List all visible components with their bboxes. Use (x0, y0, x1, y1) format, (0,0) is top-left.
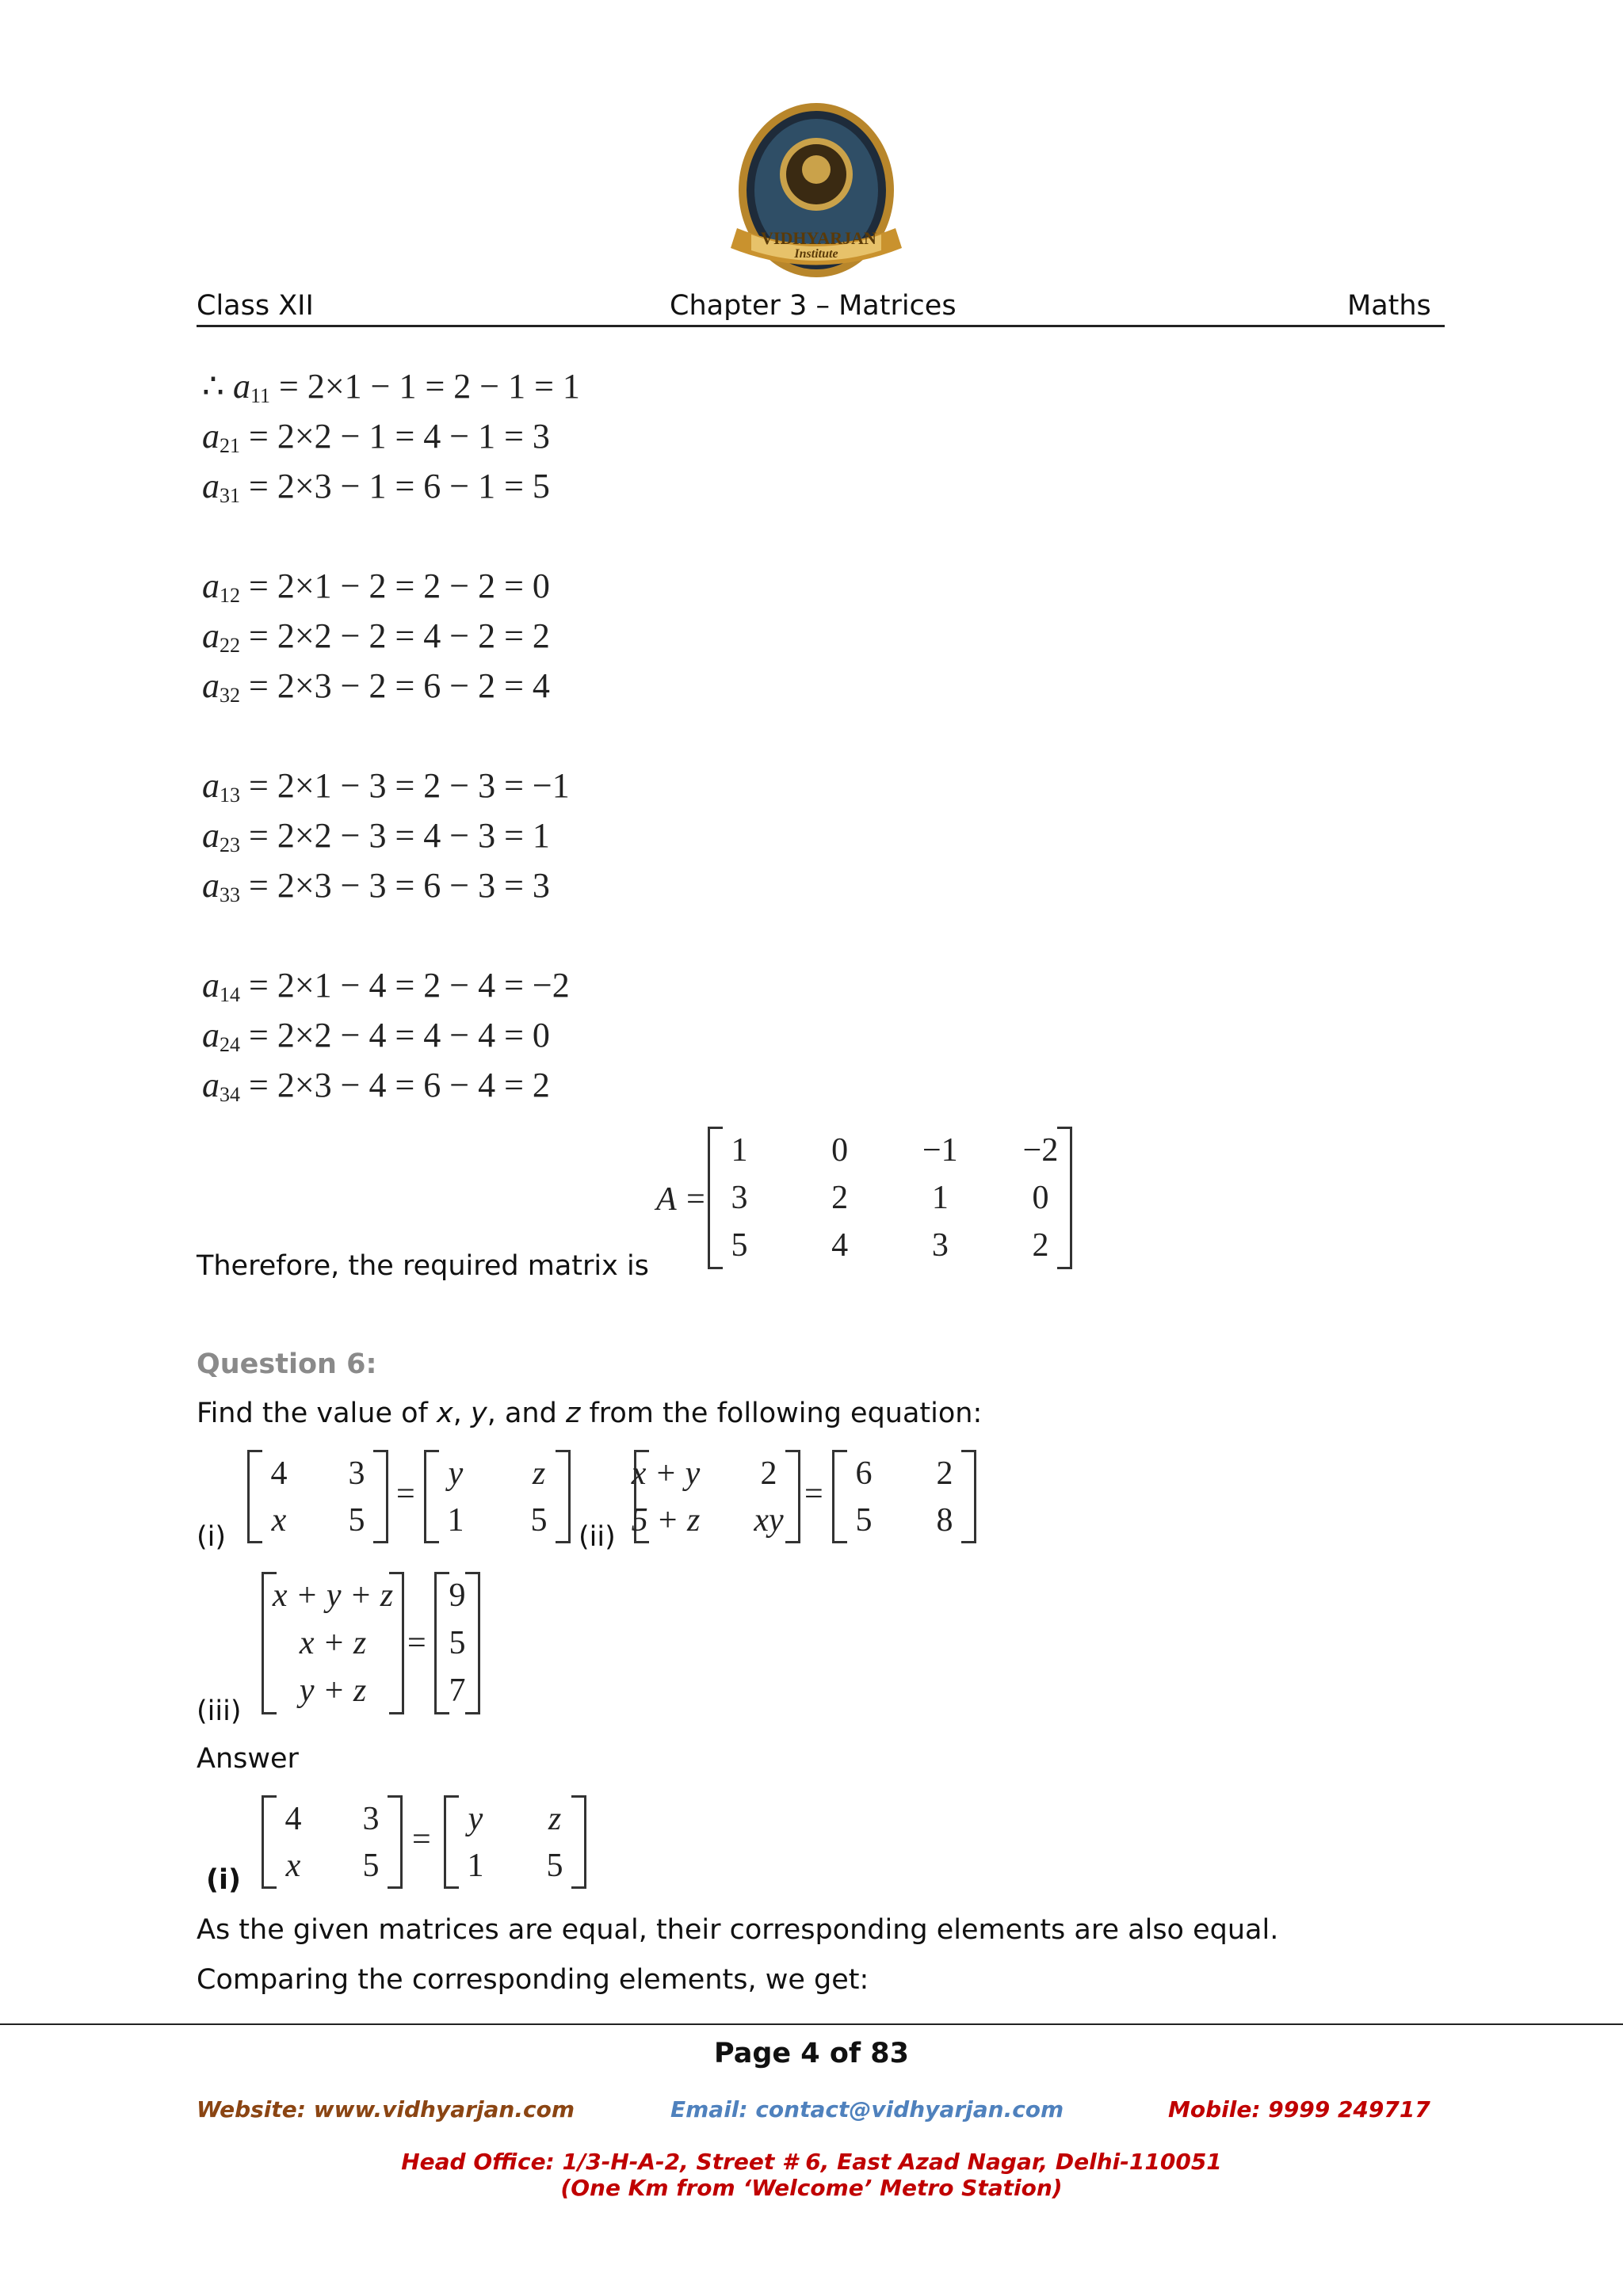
bracket-left (832, 1450, 847, 1543)
element-variable: a (202, 417, 220, 456)
element-expression: = 2×1 − 1 = 2 − 1 = 1 (270, 367, 580, 406)
part-ii-label: (ii) (579, 1521, 616, 1553)
matrix-cell: x + y (631, 1455, 701, 1492)
matrix-cell: 5 (530, 1501, 548, 1539)
matrix-cell: 4 (270, 1455, 288, 1492)
matrix-cell: z (532, 1455, 546, 1492)
answer-line-1: As the given matrices are equal, their corresponding elements are also equal. (197, 1914, 1279, 1946)
part-i-label: (i) (197, 1521, 227, 1553)
bracket-right (961, 1450, 976, 1543)
computation-line (202, 815, 550, 856)
eq-iii-left-matrix (262, 1572, 404, 1714)
computation-line (202, 865, 550, 906)
matrix-cell: 9 (449, 1577, 466, 1614)
matrix-cell: 5 (348, 1501, 365, 1539)
question-heading: Question 6: (197, 1348, 377, 1380)
matrix-cell: 5 (855, 1501, 873, 1539)
matrix-cell: 1 (731, 1132, 748, 1169)
footer-rule (0, 2023, 1623, 2025)
computation-line (202, 666, 550, 706)
matrix-cell: 3 (931, 1227, 949, 1264)
element-subscript: 34 (220, 1083, 240, 1106)
element-subscript: 33 (220, 883, 240, 906)
prompt-var-y: y (470, 1398, 487, 1429)
logo-subtext: Institute (794, 247, 838, 261)
bracket-left (708, 1127, 723, 1269)
answer-right-matrix (444, 1795, 586, 1889)
element-expression: = 2×1 − 4 = 2 − 4 = −2 (240, 966, 570, 1005)
element-variable: a (233, 367, 250, 406)
matrix-cell: 5 (449, 1625, 466, 1661)
header-chapter: Chapter 3 – Matrices (670, 290, 957, 322)
matrix-cell: y (448, 1455, 464, 1492)
matrix-cell: 1 (447, 1501, 464, 1539)
computation-line (202, 765, 570, 806)
element-variable: a (202, 616, 220, 655)
matrix-cell: 1 (467, 1847, 484, 1884)
bracket-right (571, 1795, 586, 1889)
matrix-cell: y (468, 1800, 483, 1837)
prompt-var-z: z (565, 1398, 581, 1429)
element-expression: = 2×2 − 1 = 4 − 1 = 3 (240, 417, 550, 456)
computation-line (202, 965, 570, 1005)
bracket-right (465, 1572, 480, 1714)
bracket-left (262, 1795, 277, 1889)
matrix-cell: 3 (348, 1455, 365, 1492)
element-subscript: 22 (220, 634, 240, 657)
answer-heading: Answer (197, 1743, 299, 1775)
eq-iii-right-matrix (434, 1572, 480, 1714)
computation-line (202, 416, 550, 456)
result-matrix (708, 1127, 1072, 1269)
matrix-cell: 3 (731, 1180, 748, 1216)
bracket-left (424, 1450, 439, 1543)
footer-landmark: (One Km from ‘Welcome’ Metro Station) (560, 2175, 1063, 2201)
header-class: Class XII (197, 290, 314, 322)
matrix-cell: 5 (362, 1847, 380, 1884)
matrix-cell: 2 (936, 1455, 953, 1492)
element-variable: a (202, 816, 220, 855)
footer-mobile: Mobile: 9999 249717 (1168, 2096, 1430, 2122)
element-expression: = 2×2 − 3 = 4 − 3 = 1 (240, 816, 550, 855)
bracket-left (247, 1450, 262, 1543)
element-subscript: 12 (220, 584, 240, 607)
element-subscript: 11 (250, 384, 271, 407)
element-expression: = 2×3 − 2 = 6 − 2 = 4 (240, 666, 550, 705)
matrix-cell: x (285, 1847, 301, 1884)
answer-left-matrix (262, 1795, 403, 1889)
matrix-cell: −1 (922, 1132, 958, 1169)
element-subscript: 24 (220, 1033, 240, 1056)
bracket-right (388, 1795, 403, 1889)
bracket-right (1057, 1127, 1072, 1269)
eq-ii-right-matrix (832, 1450, 976, 1543)
bracket-right (373, 1450, 388, 1543)
answer-part-i-label: (i) (206, 1864, 241, 1896)
bracket-right (556, 1450, 571, 1543)
element-expression: = 2×2 − 2 = 4 − 2 = 2 (240, 616, 550, 655)
element-variable: a (202, 866, 220, 905)
eq-i-equals: = (396, 1476, 415, 1512)
element-variable: a (202, 467, 220, 505)
element-variable: a (202, 666, 220, 705)
header-rule (197, 325, 1445, 327)
eq-ii-left-matrix (631, 1450, 800, 1543)
matrix-cell: xy (754, 1501, 784, 1539)
bracket-left (434, 1572, 449, 1714)
element-expression: = 2×3 − 4 = 6 − 4 = 2 (240, 1066, 550, 1104)
logo-emblem (713, 101, 919, 292)
element-subscript: 31 (220, 484, 240, 507)
matrix-cell: 2 (1032, 1227, 1049, 1264)
element-expression: = 2×1 − 3 = 2 − 3 = −1 (240, 766, 570, 805)
matrix-a-label: A = (656, 1181, 707, 1218)
prompt-part: , (453, 1398, 471, 1429)
matrix-cell: 7 (449, 1672, 466, 1709)
matrix-cell: 0 (1032, 1180, 1049, 1216)
prompt-part: from the following equation: (580, 1398, 983, 1429)
element-expression: = 2×1 − 2 = 2 − 2 = 0 (240, 566, 550, 605)
computation-line (202, 1015, 550, 1055)
element-subscript: 23 (220, 833, 240, 856)
matrix-cell: 8 (936, 1501, 953, 1539)
question-prompt (197, 1398, 982, 1429)
bracket-right (785, 1450, 800, 1543)
element-expression: = 2×2 − 4 = 4 − 4 = 0 (240, 1016, 550, 1055)
element-variable: a (202, 1066, 220, 1104)
element-variable: a (202, 766, 220, 805)
eq-i-left-matrix (247, 1450, 388, 1543)
matrix-cell: 5 + z (631, 1501, 701, 1539)
matrix-cell: 4 (831, 1227, 849, 1264)
prompt-part: Find the value of (197, 1398, 437, 1429)
therefore-symbol: ∴ (202, 367, 233, 406)
matrix-cell: 5 (546, 1847, 563, 1884)
matrix-cell: 1 (931, 1180, 949, 1216)
element-subscript: 14 (220, 983, 240, 1006)
element-subscript: 32 (220, 684, 240, 707)
matrix-cell: 2 (760, 1455, 777, 1492)
element-subscript: 21 (220, 434, 240, 457)
matrix-cell: x + z (299, 1625, 367, 1661)
matrix-cell: z (548, 1800, 562, 1837)
matrix-cell: 5 (731, 1227, 748, 1264)
eq-iii-equals: = (407, 1625, 426, 1661)
answer-line-2: Comparing the corresponding elements, we get: (197, 1964, 869, 1996)
institute-logo (713, 101, 919, 292)
element-expression: = 2×3 − 3 = 6 − 3 = 3 (240, 866, 550, 905)
element-variable: a (202, 1016, 220, 1055)
computation-line (202, 366, 580, 406)
part-iii-label: (iii) (197, 1695, 242, 1727)
prompt-part: , and (487, 1398, 566, 1429)
matrix-cell: −2 (1022, 1132, 1059, 1169)
computation-line (202, 466, 550, 506)
element-expression: = 2×3 − 1 = 6 − 1 = 5 (240, 467, 550, 505)
footer-office: Head Office: 1/3-H-A-2, Street # 6, East Azad Nagar, Delhi-110051 (401, 2149, 1222, 2175)
logo-text: VIDHYARJAN (761, 228, 876, 248)
page-number: Page 4 of 83 (713, 2038, 909, 2069)
footer-email[interactable]: Email: contact@vidhyarjan.com (670, 2096, 1064, 2122)
footer-website[interactable]: Website: www.vidhyarjan.com (197, 2096, 575, 2122)
matrix-cell: 2 (831, 1180, 849, 1216)
matrix-cell: 4 (285, 1800, 302, 1837)
answer-equals: = (412, 1821, 431, 1858)
eq-i-right-matrix (424, 1450, 571, 1543)
matrix-cell: y + z (299, 1672, 367, 1709)
matrix-cell: 6 (855, 1455, 873, 1492)
header-subject: Maths (1347, 290, 1431, 322)
element-subscript: 13 (220, 784, 240, 807)
element-variable: a (202, 966, 220, 1005)
prompt-var-x: x (437, 1398, 453, 1429)
element-variable: a (202, 566, 220, 605)
matrix-cell: 0 (831, 1132, 849, 1169)
computation-line (202, 616, 550, 656)
matrix-cell: x + y + z (272, 1577, 394, 1614)
computation-line (202, 1065, 550, 1105)
computation-line (202, 566, 550, 606)
bracket-left (444, 1795, 459, 1889)
result-text: Therefore, the required matrix is (197, 1250, 649, 1282)
eq-ii-equals: = (804, 1476, 823, 1512)
matrix-cell: x (271, 1501, 287, 1539)
matrix-cell: 3 (362, 1800, 380, 1837)
